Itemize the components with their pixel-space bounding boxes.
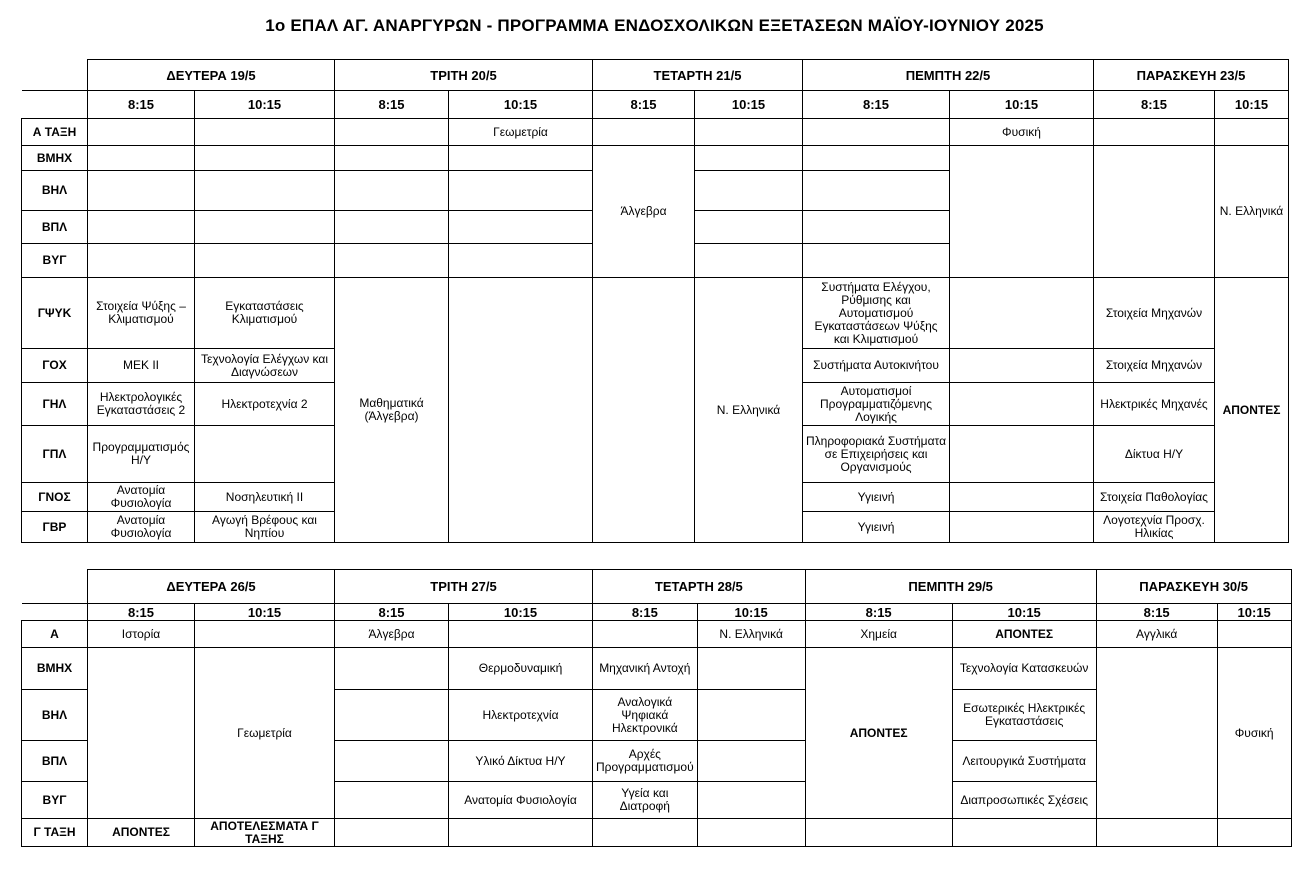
- exam-cell: [695, 119, 803, 146]
- exam-cell: [449, 621, 593, 648]
- exam-cell: [335, 211, 449, 244]
- class-label: ΒΥΓ: [22, 782, 88, 819]
- exam-cell: [335, 244, 449, 278]
- exam-cell: [88, 648, 195, 819]
- exam-cell: Ηλεκτροτεχνία 2: [195, 383, 335, 426]
- exam-cell: [88, 146, 195, 171]
- exam-cell: Γεωμετρία: [449, 119, 593, 146]
- exam-cell: [1215, 119, 1289, 146]
- exam-cell: Ν. Ελληνικά: [695, 278, 803, 543]
- exam-cell: [803, 244, 950, 278]
- exam-cell: Ηλεκτροτεχνία: [449, 690, 593, 741]
- exam-cell: Ν. Ελληνικά: [697, 621, 805, 648]
- class-label: ΓΝΟΣ: [22, 483, 88, 512]
- time-header: 8:15: [805, 604, 952, 621]
- exam-cell: Ανατομία Φυσιολογία: [88, 512, 195, 543]
- time-header: 10:15: [195, 91, 335, 119]
- class-label: ΒΠΛ: [22, 211, 88, 244]
- day-header: ΠΕΜΠΤΗ 22/5: [803, 60, 1094, 91]
- exam-cell: Τεχνολογία Κατασκευών: [952, 648, 1096, 690]
- exam-cell: Στοιχεία Παθολογίας: [1094, 483, 1215, 512]
- exam-cell: [1094, 119, 1215, 146]
- exam-cell: [695, 171, 803, 211]
- exam-cell: [950, 146, 1094, 278]
- exam-cell: [1217, 621, 1291, 648]
- exam-cell: Πληροφοριακά Συστήματα σε Επιχειρήσεις και Οργανισμούς: [803, 426, 950, 483]
- time-header: 8:15: [1096, 604, 1217, 621]
- exam-cell: Άλγεβρα: [335, 621, 449, 648]
- exam-cell: Αρχές Προγραμματισμού: [593, 741, 698, 782]
- exam-cell: [195, 211, 335, 244]
- exam-cell: Στοιχεία Ψύξης – Κλιματισμού: [88, 278, 195, 349]
- exam-cell: [335, 119, 449, 146]
- exam-cell: [449, 171, 593, 211]
- exam-cell: Αυτοματισμοί Προγραμματιζόμενης Λογικής: [803, 383, 950, 426]
- exam-cell: ΑΠΟΤΕΛΕΣΜΑΤΑ Γ ΤΑΞΗΣ: [195, 819, 335, 847]
- class-label: ΒΠΛ: [22, 741, 88, 782]
- exam-cell: [195, 119, 335, 146]
- class-label: ΓΒΡ: [22, 512, 88, 543]
- exam-cell: [449, 244, 593, 278]
- exam-cell: [195, 244, 335, 278]
- exam-cell: Ηλεκτρικές Μηχανές: [1094, 383, 1215, 426]
- exam-schedule-week2: [21, 569, 1292, 847]
- exam-cell: Λειτουργικά Συστήματα: [952, 741, 1096, 782]
- time-header: 10:15: [449, 604, 593, 621]
- time-header: 10:15: [449, 91, 593, 119]
- exam-cell: Νοσηλευτική ΙΙ: [195, 483, 335, 512]
- exam-cell: [1096, 819, 1217, 847]
- corner-cell: [22, 91, 88, 119]
- exam-cell: [335, 741, 449, 782]
- time-header: 8:15: [593, 604, 698, 621]
- exam-cell: Ιστορία: [88, 621, 195, 648]
- corner-cell: [22, 570, 88, 604]
- exam-cell: [697, 782, 805, 819]
- exam-cell: [335, 690, 449, 741]
- time-header: 8:15: [335, 91, 449, 119]
- time-header: 10:15: [195, 604, 335, 621]
- class-label: ΓΗΛ: [22, 383, 88, 426]
- exam-cell: [950, 278, 1094, 349]
- exam-cell: Συστήματα Αυτοκινήτου: [803, 349, 950, 383]
- time-header: 8:15: [88, 604, 195, 621]
- class-label: ΒΜΗΧ: [22, 648, 88, 690]
- exam-cell: [195, 171, 335, 211]
- class-label: ΒΗΛ: [22, 171, 88, 211]
- time-header: 8:15: [335, 604, 449, 621]
- day-header: ΤΕΤΑΡΤΗ 21/5: [593, 60, 803, 91]
- exam-cell: [1217, 819, 1291, 847]
- exam-schedule-week1: [21, 59, 1289, 543]
- day-header: ΠΑΡΑΣΚΕΥΗ 23/5: [1094, 60, 1289, 91]
- class-label: ΓΠΛ: [22, 426, 88, 483]
- exam-cell: [449, 278, 593, 543]
- exam-cell: Τεχνολογία Ελέγχων και Διαγνώσεων: [195, 349, 335, 383]
- exam-cell: Εσωτερικές Ηλεκτρικές Εγκαταστάσεις: [952, 690, 1096, 741]
- exam-cell: [88, 211, 195, 244]
- exam-cell: [195, 426, 335, 483]
- exam-cell: [697, 819, 805, 847]
- exam-cell: Υγιεινή: [803, 512, 950, 543]
- exam-cell: Στοιχεία Μηχανών: [1094, 349, 1215, 383]
- exam-cell: [449, 146, 593, 171]
- exam-cell: [593, 819, 698, 847]
- time-header: 10:15: [950, 91, 1094, 119]
- corner-cell: [22, 604, 88, 621]
- exam-cell: [950, 383, 1094, 426]
- exam-cell: [950, 512, 1094, 543]
- exam-cell: [449, 211, 593, 244]
- exam-cell: ΑΠΟΝΤΕΣ: [805, 648, 952, 819]
- time-header: 8:15: [803, 91, 950, 119]
- exam-cell: Μηχανική Αντοχή: [593, 648, 698, 690]
- exam-cell: [195, 146, 335, 171]
- exam-cell: [803, 171, 950, 211]
- exam-cell: ΑΠΟΝΤΕΣ: [952, 621, 1096, 648]
- exam-cell: Διαπροσωπικές Σχέσεις: [952, 782, 1096, 819]
- day-header: ΤΡΙΤΗ 20/5: [335, 60, 593, 91]
- exam-cell: [697, 741, 805, 782]
- exam-cell: [950, 483, 1094, 512]
- exam-cell: [695, 244, 803, 278]
- exam-cell: [593, 621, 698, 648]
- class-label: Α: [22, 621, 88, 648]
- day-header: ΠΕΜΠΤΗ 29/5: [805, 570, 1096, 604]
- exam-cell: Φυσική: [1217, 648, 1291, 819]
- exam-cell: Προγραμματισμός Η/Υ: [88, 426, 195, 483]
- exam-cell: Μαθηματικά (Άλγεβρα): [335, 278, 449, 543]
- page-title: 1ο ΕΠΑΛ ΑΓ. ΑΝΑΡΓΥΡΩΝ - ΠΡΟΓΡΑΜΜΑ ΕΝΔΟΣΧΟΛΙΚΩΝ ΕΞΕΤΑΣΕΩΝ ΜΑΪΟΥ-ΙΟΥΝΙΟΥ 2025: [265, 16, 1044, 35]
- exam-cell: Χημεία: [805, 621, 952, 648]
- day-header: ΔΕΥΤΕΡΑ 19/5: [88, 60, 335, 91]
- exam-cell: Ανατομία Φυσιολογία: [449, 782, 593, 819]
- exam-cell: Υγεία και Διατροφή: [593, 782, 698, 819]
- class-label: ΓΟΧ: [22, 349, 88, 383]
- exam-cell: ΑΠΟΝΤΕΣ: [1215, 278, 1289, 543]
- exam-cell: [335, 648, 449, 690]
- exam-cell: [803, 146, 950, 171]
- corner-cell: [22, 60, 88, 91]
- exam-cell: Γεωμετρία: [195, 648, 335, 819]
- exam-cell: [697, 648, 805, 690]
- exam-cell: Λογοτεχνία Προσχ. Ηλικίας: [1094, 512, 1215, 543]
- exam-cell: [593, 119, 695, 146]
- exam-cell: Δίκτυα Η/Υ: [1094, 426, 1215, 483]
- time-header: 10:15: [952, 604, 1096, 621]
- exam-cell: [803, 119, 950, 146]
- exam-cell: [335, 146, 449, 171]
- exam-cell: Συστήματα Ελέγχου, Ρύθμισης και Αυτοματισμού Εγκαταστάσεων Ψύξης και Κλιματισμού: [803, 278, 950, 349]
- class-label: ΓΨΥΚ: [22, 278, 88, 349]
- class-label: ΒΗΛ: [22, 690, 88, 741]
- day-header: ΤΕΤΑΡΤΗ 28/5: [593, 570, 806, 604]
- exam-cell: [952, 819, 1096, 847]
- exam-cell: [88, 171, 195, 211]
- exam-cell: Στοιχεία Μηχανών: [1094, 278, 1215, 349]
- exam-cell: Φυσική: [950, 119, 1094, 146]
- exam-cell: ΑΠΟΝΤΕΣ: [88, 819, 195, 847]
- exam-cell: [1096, 648, 1217, 819]
- exam-cell: [335, 782, 449, 819]
- exam-cell: [195, 621, 335, 648]
- exam-cell: [803, 211, 950, 244]
- class-label: Α ΤΑΞΗ: [22, 119, 88, 146]
- class-label: ΒΜΗΧ: [22, 146, 88, 171]
- class-label: ΒΥΓ: [22, 244, 88, 278]
- time-header: 8:15: [1094, 91, 1215, 119]
- exam-cell: Ν. Ελληνικά: [1215, 146, 1289, 278]
- exam-cell: Ηλεκτρολογικές Εγκαταστάσεις 2: [88, 383, 195, 426]
- exam-cell: [88, 119, 195, 146]
- day-header: ΤΡΙΤΗ 27/5: [335, 570, 593, 604]
- time-header: 8:15: [88, 91, 195, 119]
- exam-cell: Αναλογικά Ψηφιακά Ηλεκτρονικά: [593, 690, 698, 741]
- exam-cell: [449, 819, 593, 847]
- exam-cell: [950, 349, 1094, 383]
- exam-cell: [697, 690, 805, 741]
- exam-cell: [335, 171, 449, 211]
- exam-cell: Ανατομία Φυσιολογία: [88, 483, 195, 512]
- day-header: ΠΑΡΑΣΚΕΥΗ 30/5: [1096, 570, 1291, 604]
- exam-cell: [805, 819, 952, 847]
- exam-cell: Υλικό Δίκτυα Η/Υ: [449, 741, 593, 782]
- exam-cell: Αγωγή Βρέφους και Νηπίου: [195, 512, 335, 543]
- time-header: 10:15: [1217, 604, 1291, 621]
- exam-cell: Αγγλικά: [1096, 621, 1217, 648]
- day-header: ΔΕΥΤΕΡΑ 26/5: [88, 570, 335, 604]
- exam-cell: [695, 211, 803, 244]
- exam-cell: Εγκαταστάσεις Κλιματισμού: [195, 278, 335, 349]
- time-header: 8:15: [593, 91, 695, 119]
- exam-cell: [695, 146, 803, 171]
- time-header: 10:15: [695, 91, 803, 119]
- exam-cell: Θερμοδυναμική: [449, 648, 593, 690]
- exam-cell: Υγιεινή: [803, 483, 950, 512]
- exam-cell: Άλγεβρα: [593, 146, 695, 278]
- time-header: 10:15: [1215, 91, 1289, 119]
- exam-cell: [950, 426, 1094, 483]
- class-label: Γ ΤΑΞΗ: [22, 819, 88, 847]
- exam-cell: [335, 819, 449, 847]
- exam-cell: [593, 278, 695, 543]
- exam-cell: [88, 244, 195, 278]
- exam-cell: [1094, 146, 1215, 278]
- exam-cell: ΜΕΚ ΙΙ: [88, 349, 195, 383]
- time-header: 10:15: [697, 604, 805, 621]
